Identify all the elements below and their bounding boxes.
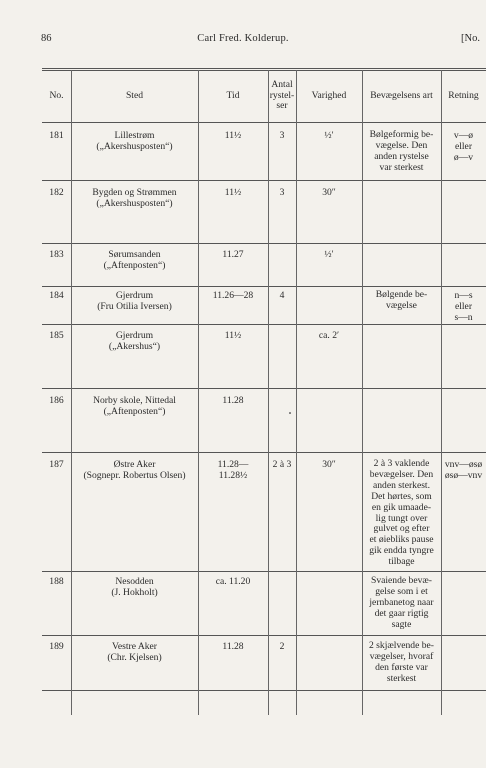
cell-line: 3	[279, 187, 285, 198]
ink-speck	[289, 412, 291, 414]
cell-line: Bølgeformig be-	[369, 129, 434, 140]
cell-line: ca. 2′	[318, 330, 340, 341]
cell-line: Vestre Aker	[111, 641, 158, 652]
cell-line: Lillestrøm	[114, 130, 155, 141]
row-movement-type	[362, 576, 441, 631]
cell-line: 11½	[224, 330, 242, 341]
header-bevaegelsens-art: Bevægelsens art	[370, 89, 433, 101]
row-direction	[441, 130, 486, 163]
header-antal	[268, 70, 296, 122]
cell-line: Bygden og Strømmen	[92, 187, 177, 198]
row-shock-count	[268, 641, 296, 652]
table-rule	[42, 452, 486, 453]
cell-line: 30″	[322, 459, 336, 470]
cell-line: en gik umaade-	[371, 501, 432, 513]
header-no: No.	[49, 89, 64, 101]
cell-line: (Fru Otilia Iversen)	[97, 301, 172, 312]
cell-line: 181	[49, 130, 64, 141]
cell-line: 11.26—28	[212, 290, 254, 301]
cell-line: Østre Aker	[113, 459, 156, 470]
cell-line: det gaar rigtig	[374, 607, 429, 619]
cell-line: (Chr. Kjelsen)	[107, 652, 162, 663]
row-number	[42, 290, 71, 301]
cell-line: 187	[49, 459, 64, 470]
table-rule	[42, 635, 486, 636]
cell-line: 2 skjælvende be-	[368, 640, 434, 651]
cell-line: 11½	[224, 187, 242, 198]
cell-line: ½′	[324, 249, 334, 260]
cell-line: 2	[279, 641, 285, 652]
cell-line: vnv—øsø	[444, 459, 483, 470]
row-number	[42, 130, 71, 141]
row-time	[198, 249, 268, 260]
cell-line: anden sterkest.	[372, 479, 430, 491]
row-location	[71, 290, 198, 312]
cell-line: Det hørtes, som	[371, 490, 432, 502]
cell-line: 2 à 3	[272, 459, 292, 470]
cell-line: 11.28½	[218, 470, 248, 481]
row-number	[42, 330, 71, 341]
cell-line: 30″	[322, 187, 336, 198]
cell-line: 184	[49, 290, 64, 301]
header-retning: Retning	[448, 89, 479, 101]
cell-line: Nesodden	[115, 576, 154, 587]
cell-line: Bølgende be-	[375, 289, 428, 300]
row-shock-count	[268, 130, 296, 141]
cell-line: bevægelser. Den	[369, 468, 434, 480]
running-header	[0, 33, 486, 49]
cell-line: 2 à 3 vaklende	[373, 458, 430, 469]
row-duration	[296, 459, 362, 470]
row-shock-count	[268, 290, 296, 301]
cell-line: den første var	[375, 661, 428, 673]
row-movement-type	[362, 290, 441, 312]
cell-line: jernbanetog naar	[369, 596, 434, 608]
table-rule	[42, 286, 486, 287]
cell-line: lig tungt over	[375, 512, 428, 524]
cell-line: („Akershus“)	[108, 341, 161, 352]
cell-line: vægelse. Den	[375, 139, 428, 151]
row-duration	[296, 130, 362, 141]
cell-line: („Aftenposten“)	[103, 260, 166, 271]
row-location	[71, 187, 198, 209]
cell-line: ½′	[324, 130, 334, 141]
row-movement-type	[362, 459, 441, 568]
running-header-right: [No.	[461, 33, 480, 44]
table-rule	[42, 68, 486, 69]
header-sted: Sted	[125, 89, 144, 101]
cell-line: et øiebliks pause	[369, 534, 434, 546]
row-number	[42, 187, 71, 198]
cell-line: Gjerdrum	[115, 290, 154, 301]
header-varighed: Varighed	[311, 89, 347, 101]
row-location	[71, 459, 198, 481]
row-time	[198, 330, 268, 341]
cell-line: s—n	[454, 312, 473, 323]
cell-line: 11.27	[222, 249, 244, 260]
row-location	[71, 249, 198, 271]
row-time	[198, 290, 268, 301]
cell-line: sterkest	[386, 672, 417, 684]
table-rule	[42, 180, 486, 181]
cell-line: vægelser, hvoraf	[369, 650, 434, 662]
row-time	[198, 641, 268, 652]
row-duration	[296, 187, 362, 198]
cell-line: („Akershusposten“)	[96, 141, 173, 152]
column-divider	[268, 70, 269, 715]
cell-line: ca. 11.20	[215, 576, 251, 587]
row-time	[198, 130, 268, 141]
cell-line: 11.28	[222, 641, 244, 652]
cell-line: Gjerdrum	[115, 330, 154, 341]
column-divider	[441, 70, 442, 715]
cell-line: 11.28	[222, 395, 244, 406]
cell-line: ø—v	[453, 152, 474, 163]
cell-line: („Akershusposten“)	[96, 198, 173, 209]
cell-line: 4	[279, 290, 285, 301]
row-number	[42, 395, 71, 406]
cell-line: anden rystelse	[374, 150, 429, 162]
header-antal-line: ser	[276, 100, 288, 112]
header-tid: Tid	[226, 89, 240, 101]
table-rule	[42, 388, 486, 389]
cell-line: gik endda tyngre	[369, 545, 434, 557]
header-antal-line: rystel-	[269, 89, 295, 101]
cell-line: gelse som i et	[375, 585, 428, 597]
row-location	[71, 395, 198, 417]
cell-line: („Aftenposten“)	[103, 406, 166, 417]
cell-line: 186	[49, 395, 64, 406]
row-location	[71, 576, 198, 598]
row-duration	[296, 330, 362, 341]
row-shock-count	[268, 459, 296, 470]
row-location	[71, 130, 198, 152]
column-divider	[71, 70, 72, 715]
row-number	[42, 576, 71, 587]
cell-line: tilbage	[388, 556, 415, 568]
cell-line: n—s	[454, 290, 473, 301]
cell-line: 11½	[224, 130, 242, 141]
row-direction	[441, 290, 486, 323]
row-number	[42, 459, 71, 470]
cell-line: 188	[49, 576, 64, 587]
row-time	[198, 395, 268, 406]
table-rule	[42, 243, 486, 244]
cell-line: 189	[49, 641, 64, 652]
cell-line: 185	[49, 330, 64, 341]
cell-line: Norby skole, Nittedal	[93, 395, 176, 406]
row-location	[71, 330, 198, 352]
table-rule	[42, 571, 486, 572]
column-divider	[198, 70, 199, 715]
earthquake-report-table	[42, 68, 486, 715]
page-number: 86	[41, 33, 52, 44]
row-duration	[296, 249, 362, 260]
cell-line: Sørumsanden	[108, 249, 161, 260]
row-shock-count	[268, 187, 296, 198]
cell-line: sagte	[391, 618, 412, 630]
row-number	[42, 249, 71, 260]
row-time	[198, 187, 268, 198]
cell-line: 3	[279, 130, 285, 141]
cell-line: (J. Hokholt)	[111, 587, 158, 598]
table-rule	[42, 324, 486, 325]
cell-line: var sterkest	[379, 161, 424, 173]
cell-line: vægelse	[386, 299, 417, 311]
cell-line: 183	[49, 249, 64, 260]
cell-line: 182	[49, 187, 64, 198]
cell-line: (Sognepr. Robertus Olsen)	[83, 470, 186, 481]
cell-line: eller	[454, 301, 473, 312]
table-rule	[42, 690, 486, 691]
row-movement-type	[362, 130, 441, 174]
row-number	[42, 641, 71, 652]
header-antal-line: Antal	[271, 79, 293, 91]
column-divider	[296, 70, 297, 715]
cell-line: Svaiende bevæ-	[370, 575, 432, 586]
cell-line: 11.28—	[217, 459, 249, 470]
cell-line: gulvet og efter	[373, 523, 430, 535]
running-title: Carl Fred. Kolderup.	[197, 33, 289, 44]
row-direction	[441, 459, 486, 481]
row-location	[71, 641, 198, 663]
row-movement-type	[362, 641, 441, 685]
table-rule	[42, 122, 486, 123]
row-time	[198, 459, 268, 481]
cell-line: øsø—vnv	[444, 470, 483, 481]
cell-line: eller	[454, 141, 473, 152]
row-time	[198, 576, 268, 587]
cell-line: v—ø	[453, 130, 474, 141]
